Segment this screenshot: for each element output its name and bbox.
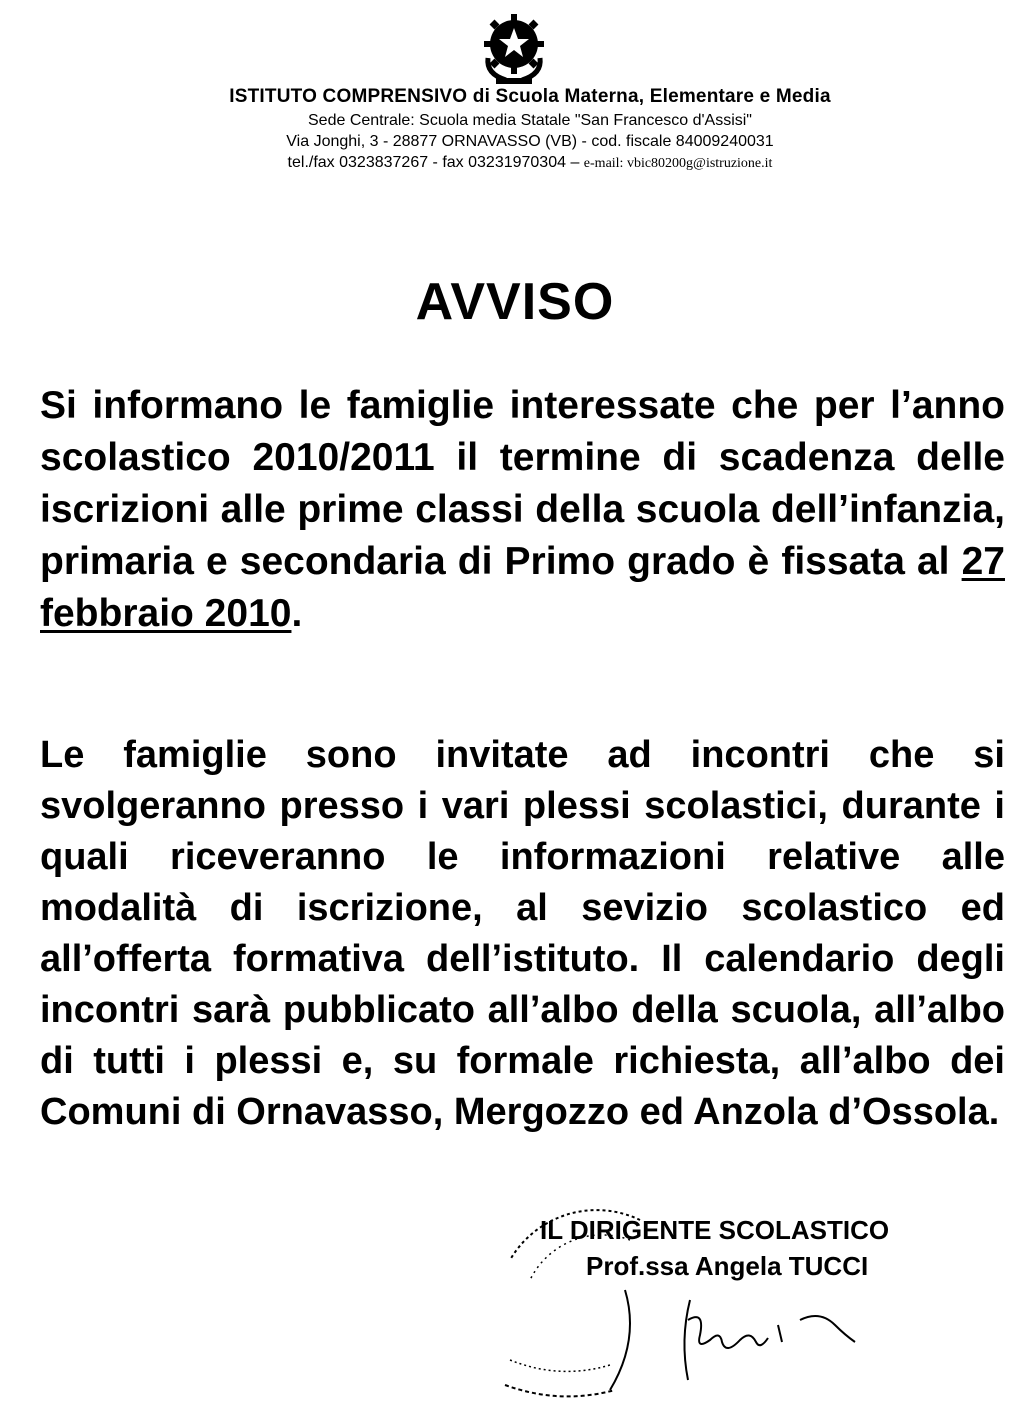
institute-sede: Sede Centrale: Scuola media Statale "San Francesco d'Assisi": [308, 112, 752, 129]
signature-name: Prof.ssa Angela TUCCI: [586, 1251, 869, 1281]
deadline-date: 27 febbraio 2010: [40, 540, 1005, 635]
institute-name: [130, 84, 930, 110]
paragraph-1-text: Si informano le famiglie interessate che per l’anno scolastico 2010/2011 il termine di scadenza delle iscrizioni alle prime classi della scuola dell’infanzia, primaria e secondaria di Primo grado è fissata al: [40, 384, 1005, 583]
institute-name-bold: ISTITUTO COMPRENSIVO: [229, 86, 468, 107]
signature-role: IL DIRIGENTE SCOLASTICO: [540, 1215, 890, 1245]
handwritten-signature-icon: [660, 1280, 870, 1390]
italian-republic-emblem-icon: [478, 8, 550, 88]
notice-title: AVVISO: [415, 273, 615, 331]
institute-name-rest: di Scuola Materna, Elementare e Media: [467, 86, 831, 107]
institute-phone: tel./fax 0323837267 - fax 03231970304 –: [287, 154, 584, 171]
institute-header: [100, 84, 930, 174]
notice-paragraph-2: Le famiglie sono invitate ad incontri che si svolgeranno presso i vari plessi scolastici, durante i quali riceveranno le informazioni relative alle modalità di iscrizione, al sevizio scolastico ed all’offerta formativa dell’istituto. Il calendario degli incontri sarà pubblicato all’albo della scuola, all’albo di tutti i plessi e, su formale richiesta, all’albo dei Comuni di Ornavasso, Mergozzo ed Anzola d’Ossola.: [40, 734, 1005, 1133]
signature-block: [540, 1212, 980, 1284]
institute-address: Via Jonghi, 3 - 28877 ORNAVASSO (VB) - cod. fiscale 84009240031: [286, 133, 774, 150]
notice-paragraph-1: [40, 380, 1005, 640]
institute-contacts: [130, 152, 930, 174]
paragraph-1-end: .: [291, 592, 303, 635]
institute-email: e-mail: vbic80200g@istruzione.it: [583, 156, 773, 171]
